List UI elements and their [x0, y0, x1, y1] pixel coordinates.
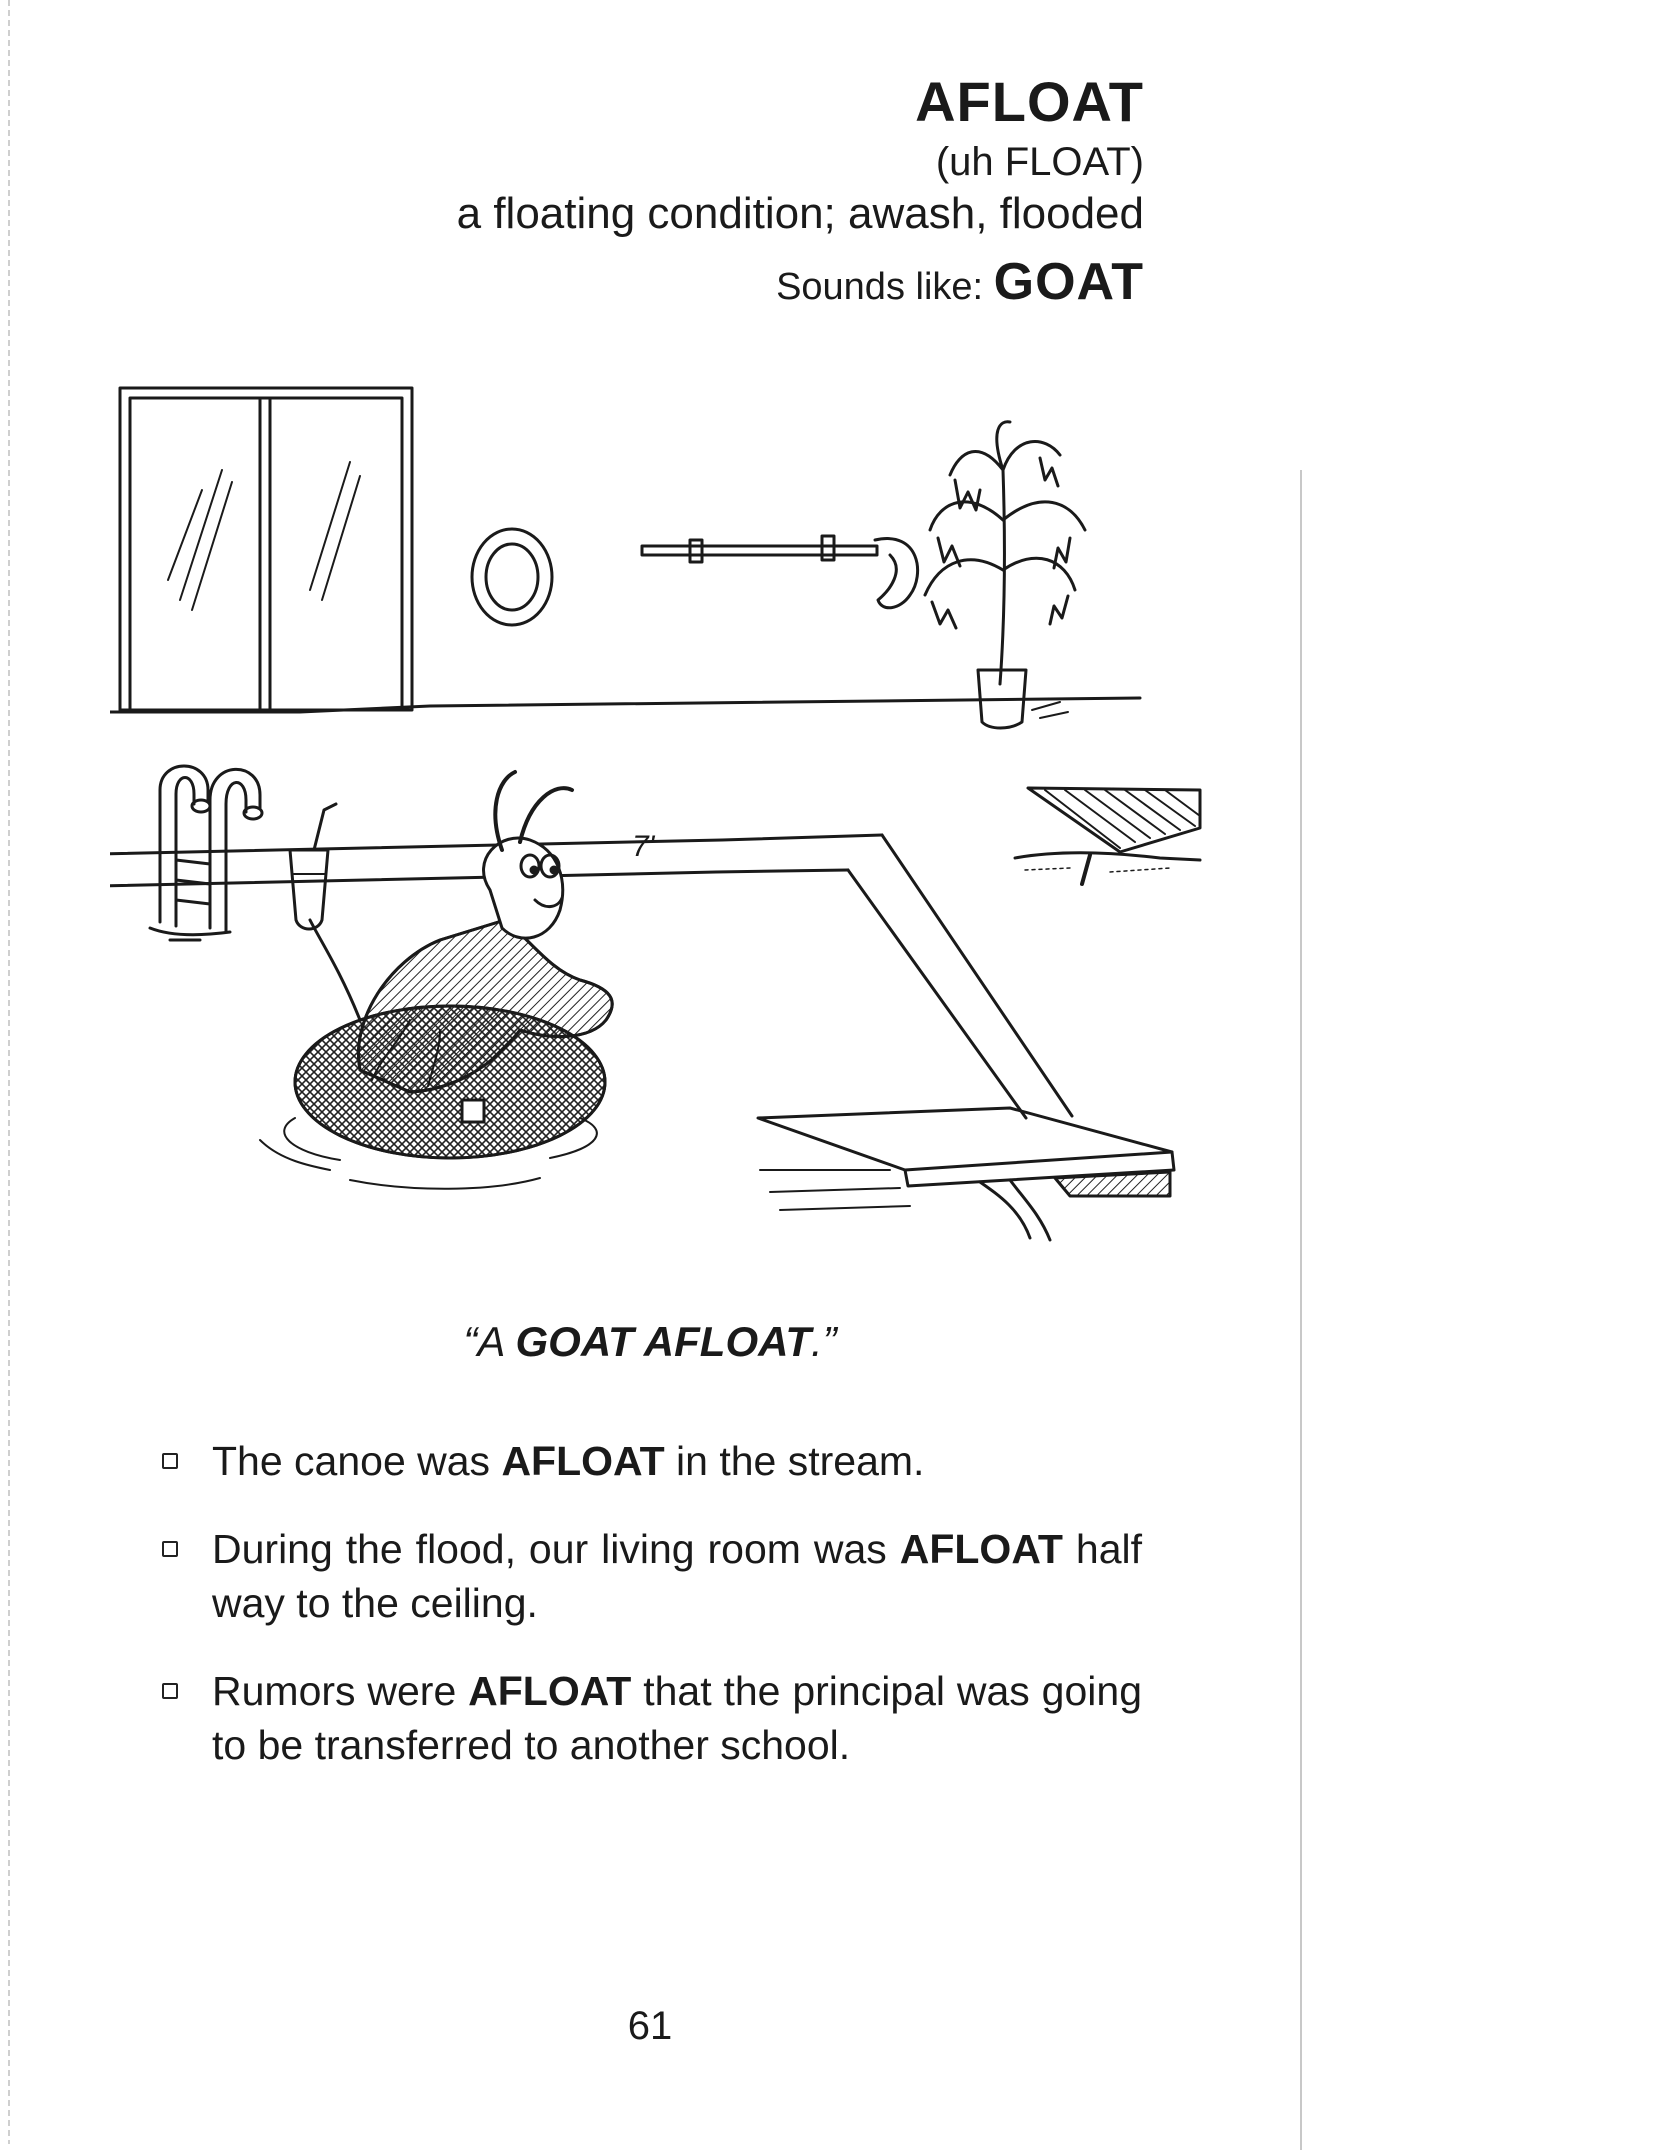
- example-before: During the flood, our living room was: [212, 1526, 900, 1572]
- example-bold: AFLOAT: [501, 1438, 665, 1484]
- example-bold: AFLOAT: [899, 1526, 1063, 1572]
- caption-bold: GOAT AFLOAT: [515, 1318, 811, 1365]
- entry-definition: a floating condition; awash, flooded: [456, 189, 1144, 238]
- sounds-like-word: GOAT: [993, 253, 1144, 311]
- lounge-chair: [1015, 788, 1200, 884]
- sounds-like-label: Sounds like:: [776, 266, 984, 308]
- life-ring: [472, 529, 552, 625]
- checkbox-icon: [162, 1453, 178, 1469]
- pool-depth-marker: 7': [632, 830, 655, 863]
- sounds-like: [457, 252, 1144, 317]
- page-binding-edge: [8, 0, 10, 2144]
- example-sentence: [162, 1434, 1142, 1488]
- page-right-rule: [1300, 470, 1302, 2150]
- caption-open: “A: [463, 1318, 516, 1365]
- illustration-caption: [0, 1318, 1300, 1366]
- glass-door: [120, 388, 412, 710]
- example-bold: AFLOAT: [468, 1668, 632, 1714]
- pool-hook: [642, 536, 918, 608]
- example-after: half way to the ceiling.: [212, 1526, 1142, 1626]
- example-before: The canoe was: [212, 1438, 502, 1484]
- entry-header: [457, 70, 1144, 317]
- checkbox-icon: [162, 1683, 178, 1699]
- example-after: in the stream.: [664, 1438, 925, 1484]
- example-sentence: [162, 1664, 1142, 1772]
- example-after: that the principal was going to be transferred to another school.: [212, 1668, 1142, 1768]
- example-sentences: [162, 1434, 1142, 1806]
- example-sentence: [162, 1522, 1142, 1630]
- goat-pool-illustration: [110, 380, 1210, 1300]
- potted-palm: [925, 422, 1085, 728]
- entry-pronunciation: (uh FLOAT): [935, 140, 1144, 184]
- entry-word: AFLOAT: [915, 70, 1144, 133]
- caption-close: .”: [810, 1318, 837, 1365]
- checkbox-icon: [162, 1541, 178, 1557]
- diving-board: [758, 1108, 1174, 1240]
- page-number: 61: [627, 2004, 673, 2048]
- example-before: Rumors were: [212, 1668, 469, 1714]
